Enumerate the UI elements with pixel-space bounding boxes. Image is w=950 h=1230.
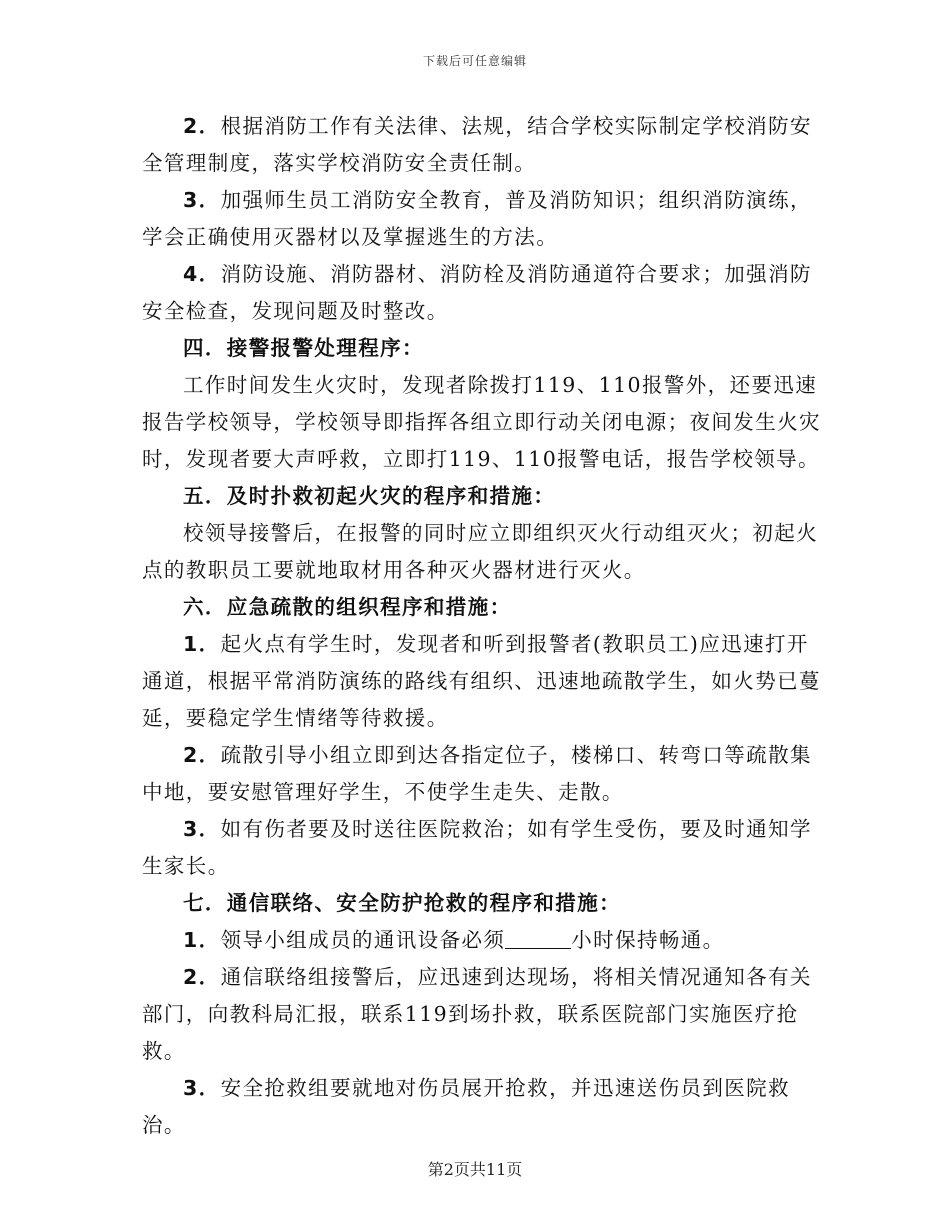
list-item [142,108,822,182]
item-number: 3． [183,188,221,212]
fill-in-blank [505,926,571,949]
section-heading: 五．及时扑救初起火灾的程序和措施： [183,484,556,508]
section-heading: 六．应急疏散的组织程序和措施： [183,595,512,619]
item-text: 如有伤者要及时送往医院救治；如有学生受伤，要及时通知学生家长。 [142,817,812,878]
item-number: 2． [183,743,221,767]
list-item [142,811,822,885]
item-number: 2． [183,965,221,989]
section-paragraph: 校领导接警后，在报警的同时应立即组织灭火行动组灭火；初起火点的教职员工要就地取材用各种灭火器材进行灭火。 [142,521,819,582]
item-text: 根据消防工作有关法律、法规，结合学校实际制定学校消防安全管理制度，落实学校消防安全责任制。 [142,114,812,175]
item-text: 加强师生员工消防安全教育，普及消防知识；组织消防演练，学会正确使用灭器材以及掌握逃生的方法。 [142,188,812,249]
list-item [142,737,822,811]
item-text: 起火点有学生时，发现者和听到报警者(教职员工)应迅速打开通道，根据平常消防演练的路线有组织、迅速地疏散学生，如火势已蔓延，要稳定学生情绪等待救援。 [142,632,821,730]
document-body [142,108,822,1144]
page-number: 第2页共11页 [427,1160,523,1179]
item-text: 领导小组成员的通讯设备必须 [220,928,506,952]
list-item [142,182,822,256]
list-item [142,922,822,959]
page-header-note: 下载后可任意编辑 [422,54,527,68]
item-text: 小时保持畅通。 [571,928,725,952]
item-text: 通信联络组接警后，应迅速到达现场，将相关情况通知各有关部门，向教科局汇报，联系119到场扑救，联系医院部门实施医疗抢救。 [142,965,812,1063]
section-heading: 七．通信联络、安全防护抢救的程序和措施： [183,891,621,915]
item-number: 1． [183,928,221,952]
item-text: 安全抢救组要就地对伤员展开抢救，并迅速送伤员到医院救治。 [142,1076,790,1137]
list-item [142,959,822,1070]
section-paragraph: 工作时间发生火灾时，发现者除拨打119、110报警外，还要迅速报告学校领导，学校领导即指挥各组立即行动关闭电源；夜间发生火灾时，发现者要大声呼救，立即打119、110报警电话，报告学校领导。 [142,373,821,471]
list-item [142,626,822,737]
item-number: 4． [183,262,221,286]
item-text: 消防设施、消防器材、消防栓及消防通道符合要求；加强消防安全检查，发现问题及时整改。 [142,262,812,323]
item-number: 1． [183,632,221,656]
item-number: 2． [183,114,221,138]
item-number: 3． [183,817,221,841]
list-item [142,1070,822,1144]
item-number: 3． [183,1076,221,1100]
item-text: 疏散引导小组立即到达各指定位子，楼梯口、转弯口等疏散集中地，要安慰管理好学生，不使学生走失、走散。 [142,743,812,804]
list-item [142,256,822,330]
section-heading: 四．接警报警处理程序： [183,336,424,360]
